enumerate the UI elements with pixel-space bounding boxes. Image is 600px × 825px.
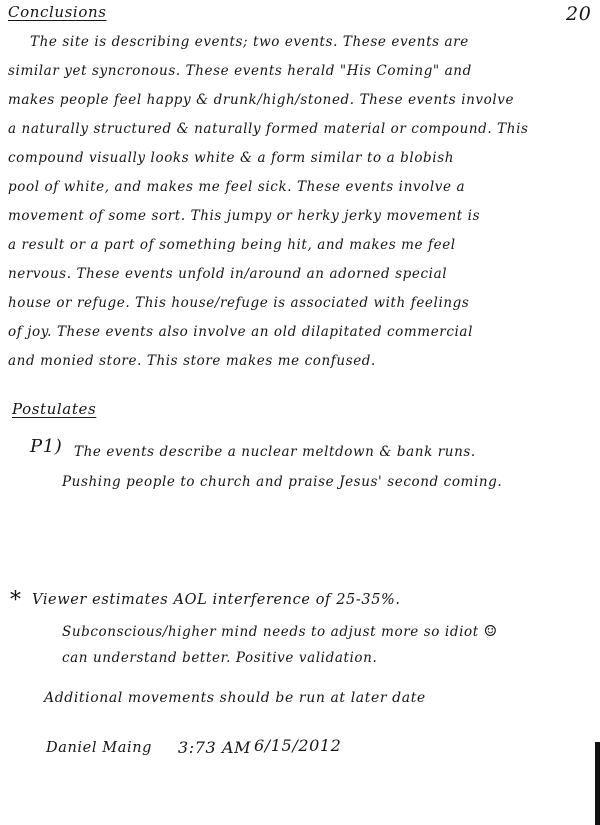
smiley-icon: ☺ (483, 622, 498, 640)
note-line: Subconscious/higher mind needs to adjust more so idiot (62, 624, 479, 640)
signature-date: 6/15/2012 (254, 736, 342, 755)
additional-movements-note: Additional movements should be run at later date (44, 690, 426, 706)
postulate-line: Pushing people to church and praise Jesus' second coming. (62, 474, 503, 490)
conclusions-line: a naturally structured & naturally formed material or compound. This (8, 121, 529, 137)
conclusions-line: compound visually looks white & a form similar to a blobish (8, 150, 455, 166)
scan-edge-shadow (595, 742, 600, 825)
page-number: 20 (566, 3, 592, 25)
conclusions-line: and monied store. This store makes me confused. (8, 353, 376, 369)
conclusions-line: a result or a part of something being hit, and makes me feel (8, 237, 456, 253)
conclusions-line: of joy. These events also involve an old dilapitated commercial (8, 324, 473, 340)
asterisk-marker: * (10, 588, 22, 613)
conclusions-line: similar yet syncronous. These events herald "His Coming" and (8, 63, 472, 79)
conclusions-line: makes people feel happy & drunk/high/stoned. These events involve (8, 92, 515, 108)
conclusions-line: pool of white, and makes me feel sick. These events involve a (8, 179, 466, 195)
postulate-line: The events describe a nuclear meltdown & bank runs. (74, 444, 476, 460)
note-line: Viewer estimates AOL interference of 25-35%. (32, 592, 401, 608)
conclusions-line: The site is describing events; two events. These events are (30, 34, 469, 50)
note-line-wrapper (62, 622, 498, 640)
conclusions-line: house or refuge. This house/refuge is associated with feelings (8, 295, 470, 311)
signature-name: Daniel Maing (46, 740, 153, 756)
conclusions-heading: Conclusions (8, 3, 107, 21)
note-line: can understand better. Positive validation. (62, 650, 378, 666)
postulate-marker: P1) (30, 436, 63, 457)
conclusions-line: movement of some sort. This jumpy or herky jerky movement is (8, 208, 481, 224)
postulates-heading: Postulates (12, 400, 97, 418)
conclusions-line: nervous. These events unfold in/around an adorned special (8, 266, 448, 282)
signature-time: 3:73 AM (178, 738, 252, 757)
